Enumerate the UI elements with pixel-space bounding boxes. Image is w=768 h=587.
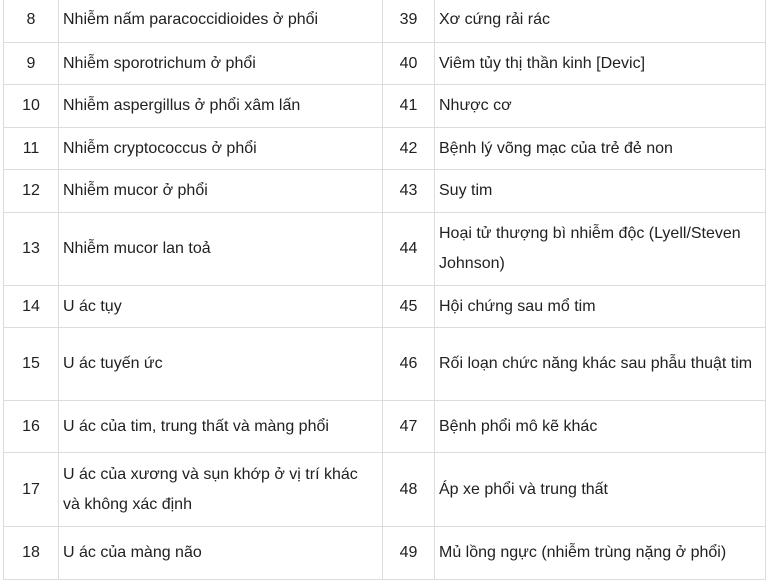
right-condition: Hoại tử thượng bì nhiễm độc (Lyell/Steven Johnson) (435, 213, 766, 286)
left-condition: U ác của xương và sụn khớp ở vị trí khác và không xác định (59, 453, 383, 527)
left-number: 13 (4, 213, 59, 286)
left-condition: U ác tuyến ức (59, 328, 383, 401)
left-number: 14 (4, 286, 59, 328)
right-number: 45 (383, 286, 435, 328)
left-number: 16 (4, 401, 59, 453)
right-condition: Rối loạn chức năng khác sau phẫu thuật tim (435, 328, 766, 401)
table-row (4, 0, 766, 43)
table-row (4, 170, 766, 213)
left-condition: U ác tụy (59, 286, 383, 328)
right-condition: Xơ cứng rải rác (435, 0, 766, 43)
table-row (4, 527, 766, 580)
left-number: 9 (4, 43, 59, 85)
left-condition: Nhiễm sporotrichum ở phổi (59, 43, 383, 85)
right-number: 43 (383, 170, 435, 213)
left-number: 15 (4, 328, 59, 401)
left-condition: Nhiễm cryptococcus ở phổi (59, 128, 383, 170)
left-number: 10 (4, 85, 59, 128)
table-row (4, 128, 766, 170)
left-condition: U ác của tim, trung thất và màng phổi (59, 401, 383, 453)
table-row (4, 453, 766, 527)
left-condition: Nhiễm mucor ở phổi (59, 170, 383, 213)
right-number: 48 (383, 453, 435, 527)
table-row (4, 43, 766, 85)
right-number: 39 (383, 0, 435, 43)
right-condition: Áp xe phổi và trung thất (435, 453, 766, 527)
right-number: 47 (383, 401, 435, 453)
left-condition: Nhiễm mucor lan toả (59, 213, 383, 286)
right-number: 40 (383, 43, 435, 85)
right-condition: Hội chứng sau mổ tim (435, 286, 766, 328)
left-condition: U ác của màng não (59, 527, 383, 580)
right-condition: Mủ lồng ngực (nhiễm trùng nặng ở phổi) (435, 527, 766, 580)
disease-table (3, 0, 766, 580)
right-number: 49 (383, 527, 435, 580)
right-condition: Nhược cơ (435, 85, 766, 128)
right-number: 41 (383, 85, 435, 128)
left-number: 18 (4, 527, 59, 580)
right-number: 42 (383, 128, 435, 170)
right-number: 44 (383, 213, 435, 286)
left-condition: Nhiễm nấm paracoccidioides ở phổi (59, 0, 383, 43)
table-row (4, 286, 766, 328)
table-row (4, 328, 766, 401)
table-row (4, 213, 766, 286)
left-condition: Nhiễm aspergillus ở phổi xâm lấn (59, 85, 383, 128)
table-row (4, 85, 766, 128)
right-number: 46 (383, 328, 435, 401)
right-condition: Suy tim (435, 170, 766, 213)
left-number: 11 (4, 128, 59, 170)
right-condition: Viêm tủy thị thần kinh [Devic] (435, 43, 766, 85)
left-number: 17 (4, 453, 59, 527)
left-number: 12 (4, 170, 59, 213)
right-condition: Bệnh lý võng mạc của trẻ đẻ non (435, 128, 766, 170)
table-row (4, 401, 766, 453)
right-condition: Bệnh phổi mô kẽ khác (435, 401, 766, 453)
left-number: 8 (4, 0, 59, 43)
